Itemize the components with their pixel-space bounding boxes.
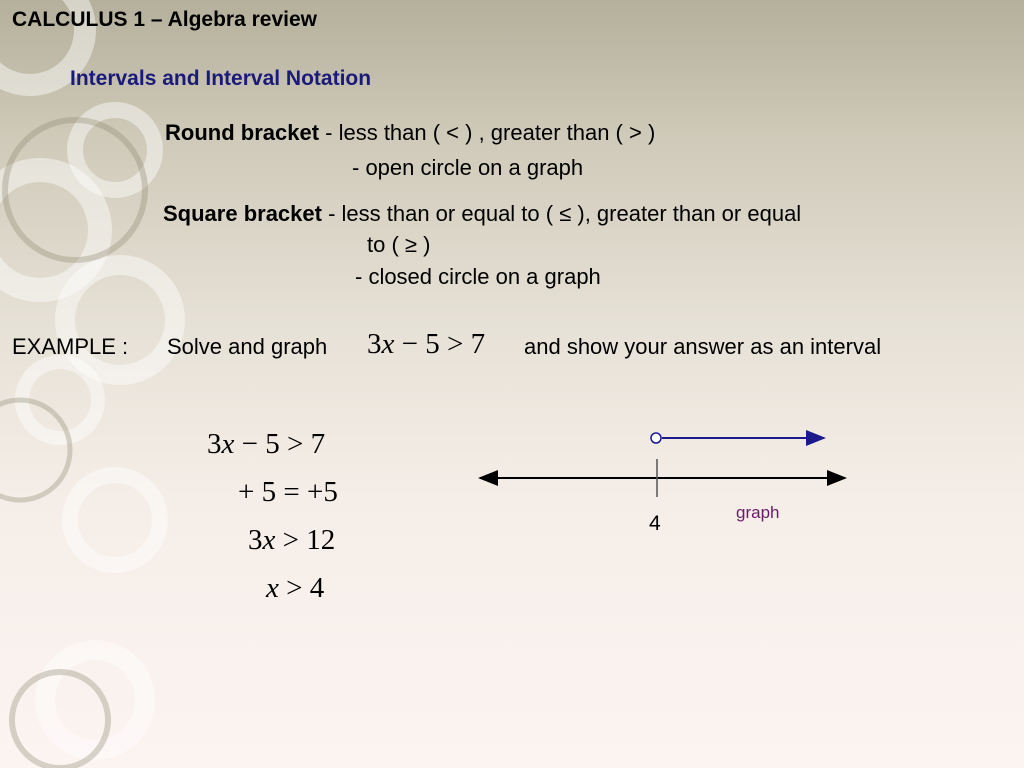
tick-label: 4 <box>649 512 661 535</box>
example-instruction: Solve and graph <box>167 334 328 359</box>
solution-step: 3x − 5 > 7 <box>207 428 326 460</box>
square-bracket-desc-cont: to ( ≥ ) <box>367 232 431 257</box>
open-circle <box>651 433 661 443</box>
example-label: EXAMPLE : <box>12 334 129 359</box>
number-line-graph <box>470 425 860 505</box>
round-bracket-line <box>165 120 655 146</box>
square-bracket-line <box>163 201 801 227</box>
solution-step: x > 4 <box>266 572 325 604</box>
slide-title: CALCULUS 1 – Algebra review <box>12 8 317 31</box>
round-bracket-term: Round bracket <box>165 120 320 145</box>
slide-subtitle: Intervals and Interval Notation <box>70 67 372 90</box>
example-tail-text: and show your answer as an interval <box>524 334 882 359</box>
square-bracket-desc: - less than or equal to ( ≤ ), greater than or equal <box>321 201 802 226</box>
square-bracket-graph-note: - closed circle on a graph <box>355 264 601 289</box>
round-bracket-desc: - less than ( < ) , greater than ( > ) <box>319 120 656 145</box>
square-bracket-term: Square bracket <box>163 201 322 226</box>
solution-step: + 5 = +5 <box>238 476 338 508</box>
example-inequality: 3x − 5 > 7 <box>367 328 486 360</box>
graph-label: graph <box>736 503 780 522</box>
round-bracket-graph-note: - open circle on a graph <box>352 155 584 180</box>
solution-step: 3x > 12 <box>248 524 336 556</box>
